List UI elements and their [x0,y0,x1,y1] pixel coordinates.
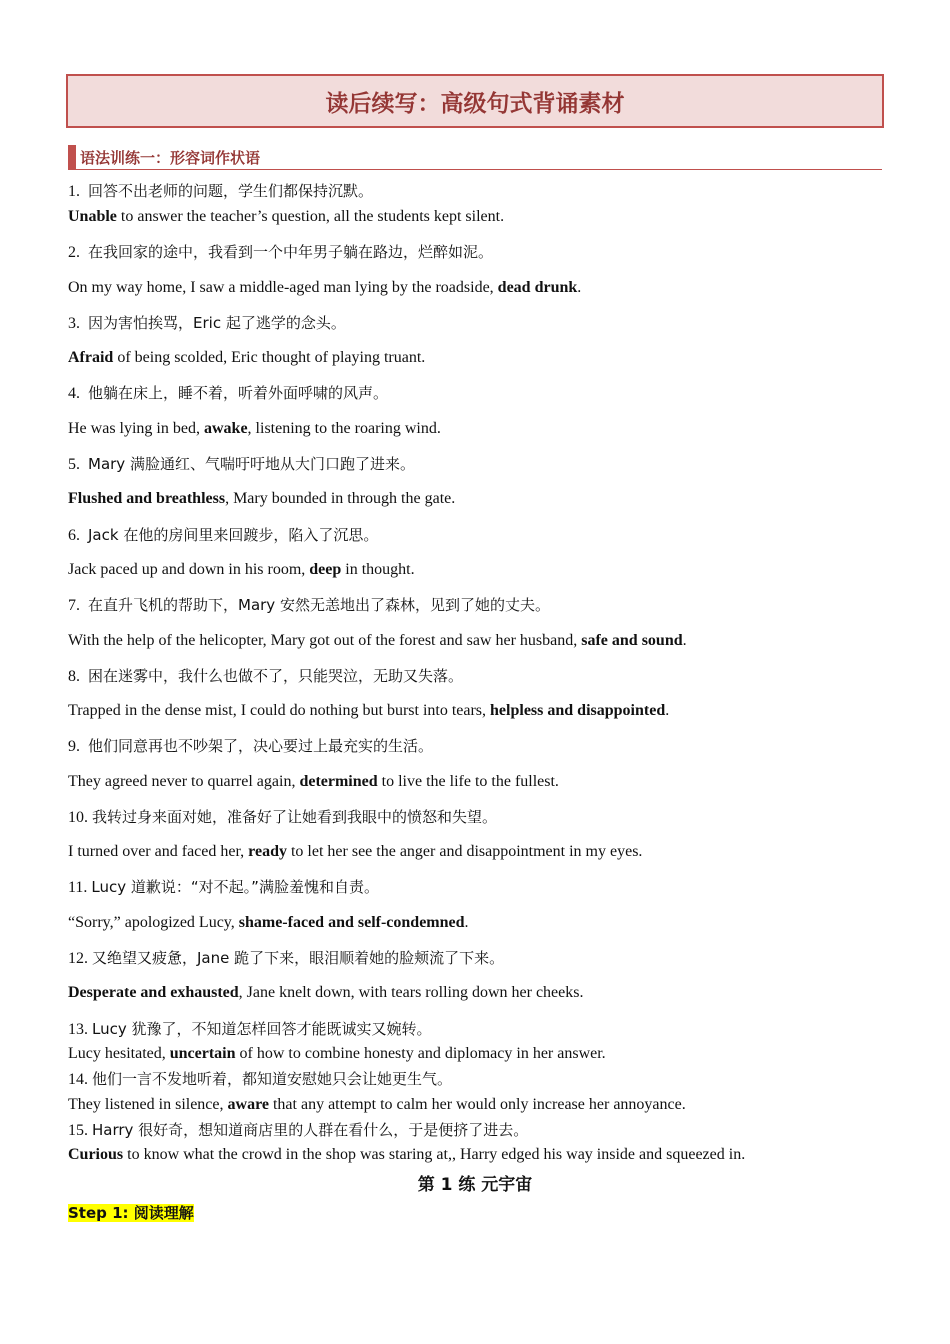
step-heading [68,1202,194,1223]
item-3-english: Afraid of being scolded, Eric thought of playing truant. [68,349,426,366]
section-header [68,143,882,170]
item-15-english: Curious to know what the crowd in the shop was staring at,, Harry edged his way inside and squeezed in. [68,1146,746,1163]
lesson-title: 第 1 练 元宇宙 [417,1175,533,1195]
item-8-english: Trapped in the dense mist, I could do nothing but burst into tears, helpless and disappointed. [68,702,670,719]
section-marker [68,145,76,169]
item-4-english: He was lying in bed, awake, listening to the roaring wind. [68,420,441,437]
item-3-chinese: 3. 因为害怕挨骂，Eric 起了逃学的念头。 [68,314,346,332]
item-9-chinese: 9. 他们同意再也不吵架了，决心要过上最充实的生活。 [68,737,434,755]
item-14-chinese: 14. 他们一言不发地听着，都知道安慰她只会让她更生气。 [68,1070,453,1088]
item-13-chinese: 13. Lucy 犹豫了，不知道怎样回答才能既诚实又婉转。 [68,1020,432,1038]
item-4-chinese: 4. 他躺在床上，睡不着，听着外面呼啸的风声。 [68,384,389,402]
item-1-chinese: 1. 回答不出老师的问题，学生们都保持沉默。 [68,182,374,200]
item-12-chinese: 12. 又绝望又疲惫，Jane 跪了下来，眼泪顺着她的脸颊流了下来。 [68,949,505,967]
item-13-english: Lucy hesitated, uncertain of how to combine honesty and diplomacy in her answer. [68,1045,606,1062]
page-title: 读后续写：高级句式背诵素材 [325,90,625,117]
item-7-chinese: 7. 在直升飞机的帮助下，Mary 安然无恙地出了森林，见到了她的丈夫。 [68,596,550,614]
item-10-chinese: 10. 我转过身来面对她，准备好了让她看到我眼中的愤怒和失望。 [68,808,498,826]
item-14-english: They listened in silence, aware that any attempt to calm her would only increase her annoyance. [68,1096,686,1113]
item-11-chinese: 11. Lucy 道歉说：“对不起。”满脸羞愧和自责。 [68,878,379,896]
item-15-chinese: 15. Harry 很好奇，想知道商店里的人群在看什么，于是便挤了进去。 [68,1121,529,1139]
item-2-chinese: 2. 在我回家的途中，我看到一个中年男子躺在路边，烂醉如泥。 [68,243,494,261]
step-label: Step 1: 阅读理解 [68,1204,194,1222]
item-11-english: “Sorry,” apologized Lucy, shame-faced and self-condemned. [68,914,469,931]
title-box [66,74,884,128]
section-title: 语法训练一：形容词作状语 [80,149,261,167]
item-12-english: Desperate and exhausted, Jane knelt down, with tears rolling down her cheeks. [68,984,584,1001]
item-8-chinese: 8. 困在迷雾中，我什么也做不了，只能哭泣，无助又失落。 [68,667,464,685]
item-5-chinese: 5. Mary 满脸通红、气喘吁吁地从大门口跑了进来。 [68,455,415,473]
item-7-english: With the help of the helicopter, Mary got out of the forest and saw her husband, safe and sound. [68,632,687,649]
item-9-english: They agreed never to quarrel again, determined to live the life to the fullest. [68,773,559,790]
item-10-english: I turned over and faced her, ready to let her see the anger and disappointment in my eyes. [68,843,643,860]
item-6-english: Jack paced up and down in his room, deep in thought. [68,561,415,578]
item-6-chinese: 6. Jack 在他的房间里来回踱步，陷入了沉思。 [68,526,379,544]
item-5-english: Flushed and breathless, Mary bounded in through the gate. [68,490,456,507]
item-2-english: On my way home, I saw a middle-aged man lying by the roadside, dead drunk. [68,279,582,296]
item-1-english: Unable to answer the teacher’s question, all the students kept silent. [68,208,505,225]
